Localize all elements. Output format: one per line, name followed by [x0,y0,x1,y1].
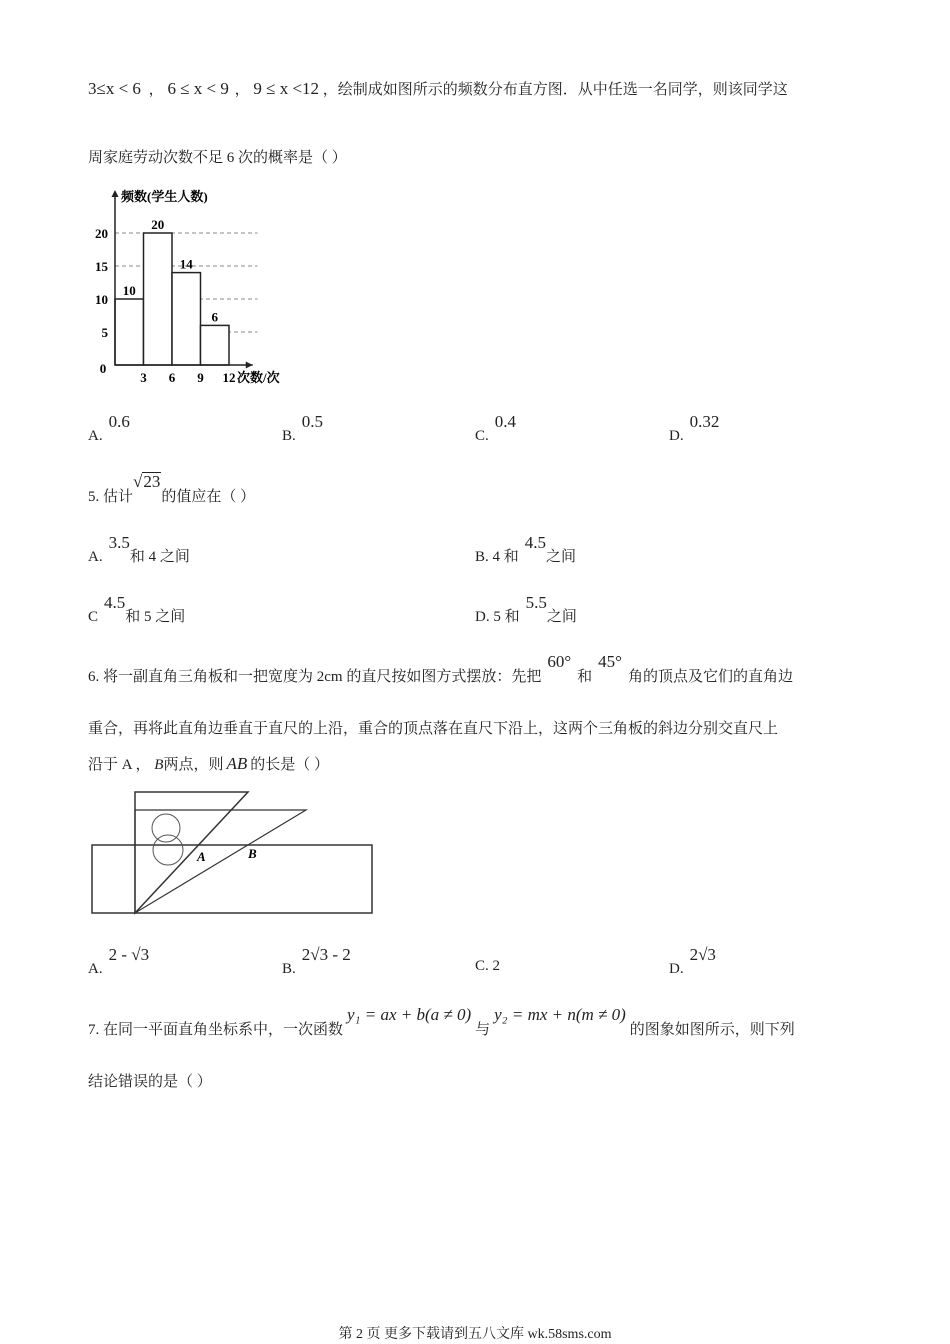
option-letter: A. [88,428,103,444]
interval-2: 6 ≤ x < 9 [167,79,229,98]
x-tick-label: 12 [222,370,236,385]
option-letter: B. [282,428,296,444]
angle-60: 60° [547,652,572,671]
option-value: 0.5 [301,412,324,431]
option-letter: A. [88,961,103,977]
q7-line2: 结论错误的是（ ） [88,1074,212,1090]
y-tick-label: 10 [95,292,108,307]
option-suffix: 和 5 之间 [125,609,186,625]
q5-option-b[interactable] [475,533,577,566]
q6-line3-d: 的长是（ ） [250,757,329,773]
radicand: 23 [143,472,161,491]
bar-value-label: 10 [122,283,136,298]
q5-suffix: 的值应在（ ） [161,489,256,505]
hole-top [152,814,180,842]
bar-value-label: 6 [211,309,218,325]
q4-option-c[interactable] [475,412,517,445]
q4-line2: 周家庭劳动次数不足 6 次的概率是（ ） [88,150,347,166]
histogram-bar [172,273,201,365]
q5-prefix: 5. 估计 [88,489,134,505]
x-axis-arrow [246,362,253,369]
interval-3: 9 ≤ x <12 [253,79,320,98]
x-tick-label: 3 [140,370,147,385]
q6-line1 [88,652,793,686]
page-footer: 第 2 页 更多下载请到五八文库 wk.58sms.com [338,1327,612,1342]
option-suffix: 之间 [546,549,577,565]
histogram-bar [144,233,173,365]
q6-option-c[interactable] [475,958,500,975]
option-letter: D. [669,961,684,977]
chart-title: 频数(学生人数) [121,189,208,204]
option-value: 2√3 [689,945,716,964]
segment-ab: AB [226,754,248,773]
q4-line1-tail: ，绘制成如图所示的频数分布直方图．从中任选一名同学，则该同学这 [322,82,788,98]
option-value: 0.6 [108,412,130,431]
function-y1: y₁ = ax + b(a ≠ 0) [347,1005,472,1024]
q6-and: 和 [577,669,593,685]
q7-line1 [88,1005,795,1039]
y-tick-label: 5 [101,325,108,340]
q6-line3-c: 两点，则 [163,757,224,773]
q6-line1-a: 6. 将一副直角三角板和一把宽度为 2cm 的直尺按如图方式摆放：先把 [88,669,542,685]
q6-line3-a: 沿于 A ， [88,757,151,773]
q5-option-d[interactable] [475,593,577,626]
q6-line2: 重合，再将此直角边垂直于直尺的上沿，重合的顶点落在直尺下沿上，这两个三角板的斜边分别交直尺上 [88,721,779,737]
option-value: 5.5 [525,593,547,612]
q6-option-a[interactable] [88,945,150,978]
histogram-bar [115,299,144,365]
option-value: 3.5 [108,533,130,552]
option-value: 0.4 [494,412,517,431]
histogram-bar [201,325,230,365]
label-b: B [248,846,257,861]
option-letter: C. [475,428,489,444]
frequency-histogram [88,185,318,395]
x-tick-label: 9 [197,370,204,385]
q4-option-d[interactable] [669,412,720,445]
option-letter: A. [88,549,103,565]
interval-1: 3≤x < 6 [88,79,141,98]
option-value: 2√3 - 2 [301,945,351,964]
bar-value-label: 14 [179,256,193,272]
option-value: 4.5 [104,593,126,612]
sqrt-expr: √23 [133,472,161,491]
q6-line3 [88,753,329,774]
option-suffix: 和 4 之间 [129,549,190,565]
option-value: 0.32 [689,412,720,431]
option-letter: D. [669,428,684,444]
x-axis-label: 次数/次 [237,370,280,385]
label-a: A [197,849,206,864]
q4-option-a[interactable] [88,412,130,445]
q5-option-a[interactable] [88,533,190,566]
q4-line1: 3≤x < 6 ， 6 ≤ x < 9 ， 9 ≤ x <12 ，绘制成如图所示的频数分布直方图．从中任选一名同学，则该同学这 [88,79,788,98]
q7-line1-a: 7. 在同一平面直角坐标系中，一次函数 [88,1022,344,1038]
option-letter: D. 5 和 [475,609,520,625]
q6-line1-b: 角的顶点及它们的直角边 [627,669,793,685]
option-value: 4.5 [524,533,547,552]
function-y2: y₂ = mx + n(m ≠ 0) [494,1005,626,1024]
ruler-triangles-figure [88,790,378,920]
q7-line1-b: 的图象如图所示，则下列 [629,1022,795,1038]
triangle-45 [135,810,306,913]
q5-stem [88,472,256,506]
bar-value-label: 20 [151,217,165,232]
angle-45: 45° [598,652,622,671]
option-letter: B. [282,961,296,977]
option-suffix: 之间 [546,609,577,625]
option-letter: C. 2 [475,958,501,974]
y-axis-arrow [112,190,119,197]
option-letter: B. 4 和 [475,549,519,565]
y-tick-label: 20 [95,226,108,241]
option-letter: C [88,609,99,625]
point-b-label: B [154,757,164,773]
option-value: 2 - √3 [108,945,150,964]
q4-option-b[interactable] [282,412,324,445]
y-tick-label: 15 [95,259,108,274]
hole-bottom [153,835,183,865]
q6-option-b[interactable] [282,945,351,978]
q6-option-d[interactable] [669,945,716,978]
q7-and: 与 [475,1022,491,1038]
x-tick-label: 0 [99,361,107,376]
q5-option-c[interactable] [88,593,186,626]
x-tick-label: 6 [168,370,176,385]
